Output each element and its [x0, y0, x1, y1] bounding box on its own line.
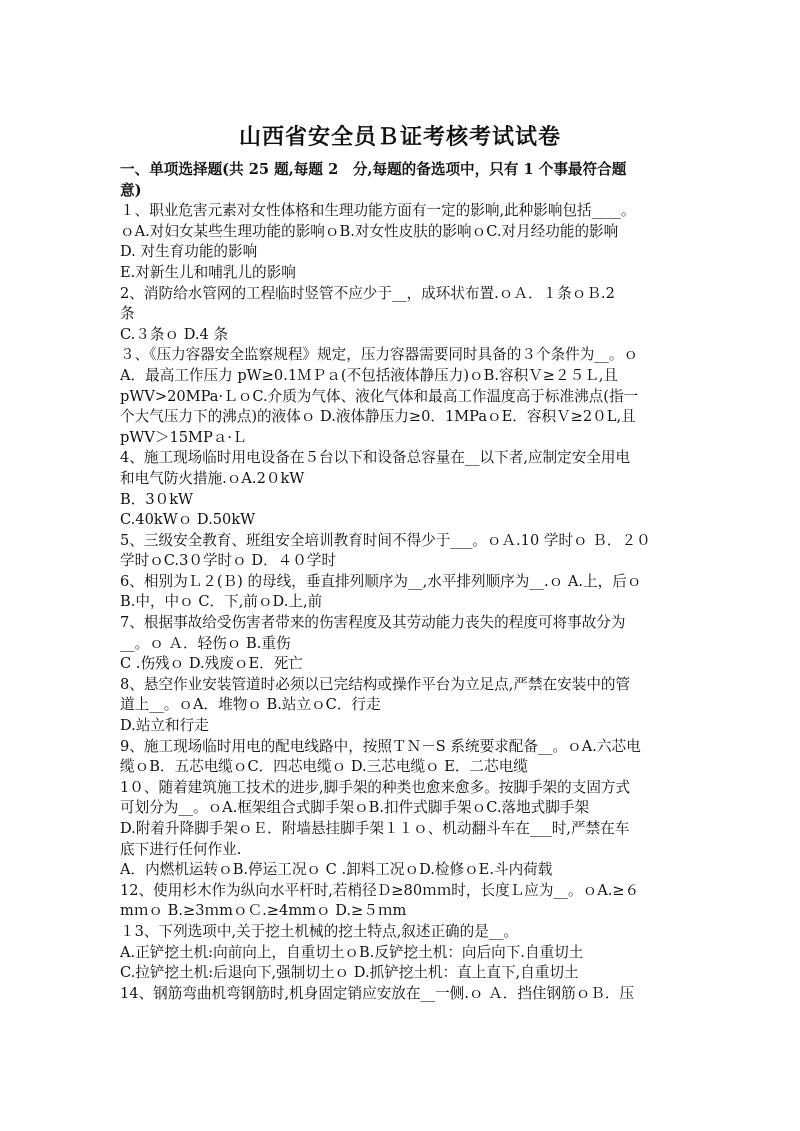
text-line: B.中，中ｏ C．下,前ｏD.上,前: [120, 593, 323, 611]
text-line: __。ｏ Ａ．轻伤ｏ B.重伤: [120, 634, 291, 652]
text-line: 缆ｏB．五芯电缆ｏC．四芯电缆ｏ D.三芯电缆ｏ E．二芯电缆: [120, 758, 528, 776]
text-line: 学时ｏC.3０学时ｏ D．４０学时: [120, 552, 337, 570]
text-line: D.站立和行走: [120, 717, 209, 735]
text-line: 底下进行任何作业.: [120, 840, 242, 858]
text-line: ３、《压力容器安全监察规程》规定，压力容器需要同时具备的３个条件为__。ｏ: [120, 346, 639, 364]
section-heading-continued: 意): [120, 181, 142, 199]
question-lines: [120, 201, 692, 1004]
document-body: [120, 160, 692, 1004]
text-line: ｏA.对妇女某些生理功能的影响ｏB.对女性皮肤的影响ｏC.对月经功能的影响: [120, 222, 619, 240]
text-line: 道上__。ｏA．堆物ｏ B.站立ｏC．行走: [120, 696, 381, 714]
text-line: １、职业危害元素对女性体格和生理功能方面有一定的影响,此种影响包括____。: [120, 202, 636, 220]
text-line: mｍｏ B.≥3ｍmｏＣ.≥4mmｏ D.≥５ｍm: [120, 902, 407, 920]
text-line: 和电气防火措施.ｏA.2０kW: [120, 469, 305, 487]
text-line: A.正铲挖土机:向前向上，自重切土ｏB.反铲挖土机：向后向下.自重切土: [120, 943, 584, 961]
text-line: C.40kWｏ D.50kW: [120, 511, 256, 529]
text-line: 个大气压力下的沸点)的液体ｏ D.液体静压力≥0．1MPaｏE．容积Ｖ≥2０L,且: [120, 408, 636, 426]
document-title: 山西省安全员Ｂ证考核考试试卷: [238, 124, 561, 150]
text-line: pWV>20MPa·ＬｏC.介质为气体、液化气体和最高工作温度高于标准沸点(指一: [120, 387, 639, 405]
text-line: 14、钢筋弯曲机弯钢筋时,机身固定销应安放在__一侧.ｏ Ａ．挡住钢筋ｏＢ．压: [120, 984, 635, 1002]
section-heading: 一、单项选择题(共 25 题,每题 2 分,每题的备选项中，只有 1 个事最符合题: [120, 161, 627, 178]
text-line: 条: [120, 305, 135, 323]
text-line: １3、下列选项中,关于挖土机械的挖土特点,叙述正确的是__。: [120, 922, 519, 940]
text-line: B．3０kW: [120, 490, 194, 508]
text-line: D. 对生育功能的影响: [120, 243, 258, 261]
text-line: 12、使用杉木作为纵向水平杆时,若梢径Ｄ≥80ｍｍ时，长度Ｌ应为__。ｏA.≥６: [120, 881, 640, 899]
text-line: E.对新生儿和哺乳儿的影响: [120, 263, 296, 281]
text-line: C .伤残ｏ D.残废ｏE．死亡: [120, 655, 303, 673]
text-line: 可划分为__。ｏA.框架组合式脚手架ｏB.扣件式脚手架ｏC.落地式脚手架: [120, 799, 590, 817]
text-line: 5、三级安全教育、班组安全培训教育时间不得少于___。ｏＡ.10 学时ｏ Ｂ．２０: [120, 531, 651, 549]
text-line: C.３条ｏ D.4 条: [120, 325, 229, 343]
text-line: 1０、随着建筑施工技术的进步,脚手架的种类也愈来愈多。按脚手架的支固方式: [120, 778, 631, 796]
text-line: C.拉铲挖土机:后退向下,强制切土ｏ D.抓铲挖土机：直上直下,自重切土: [120, 964, 579, 982]
text-line: A．最高工作压力 pW≥0.1ＭＰａ(不包括液体静压力)ｏB.容积Ｖ≥２５Ｌ,且: [120, 366, 619, 384]
text-line: 4、施工现场临时用电设备在５台以下和设备总容量在__以下者,应制定安全用电: [120, 449, 631, 467]
text-line: D.附着升降脚手架ｏＥ．附墙悬挂脚手架１１ｏ、机动翻斗车在___时,严禁在车: [120, 820, 630, 837]
text-line: 2、消防给水管网的工程临时竖管不应少于__，成环状布置.ｏＡ．１条ｏＢ.2: [120, 284, 615, 302]
text-line: A．内燃机运转ｏB.停运工况ｏ C .卸料工况ｏD.检修ｏE.斗内荷载: [120, 861, 553, 879]
text-line: 9、施工现场临时用电的配电线路中，按照ＴＮ－S 系统要求配备__。ｏA.六芯电: [120, 737, 641, 755]
text-line: 6、相别为Ｌ２(Ｂ) 的母线，垂直排列顺序为__,水平排列顺序为__.ｏ A.上，后ｏ: [120, 572, 642, 590]
text-line: 8、悬空作业安装管道时必须以已完结构或操作平台为立足点,严禁在安装中的管: [120, 675, 631, 693]
text-line: pWV＞15MPａ·Ｌ: [120, 428, 247, 446]
text-line: 7、根据事故给受伤害者带来的伤害程度及其劳动能力丧失的程度可将事故分为: [120, 614, 626, 632]
